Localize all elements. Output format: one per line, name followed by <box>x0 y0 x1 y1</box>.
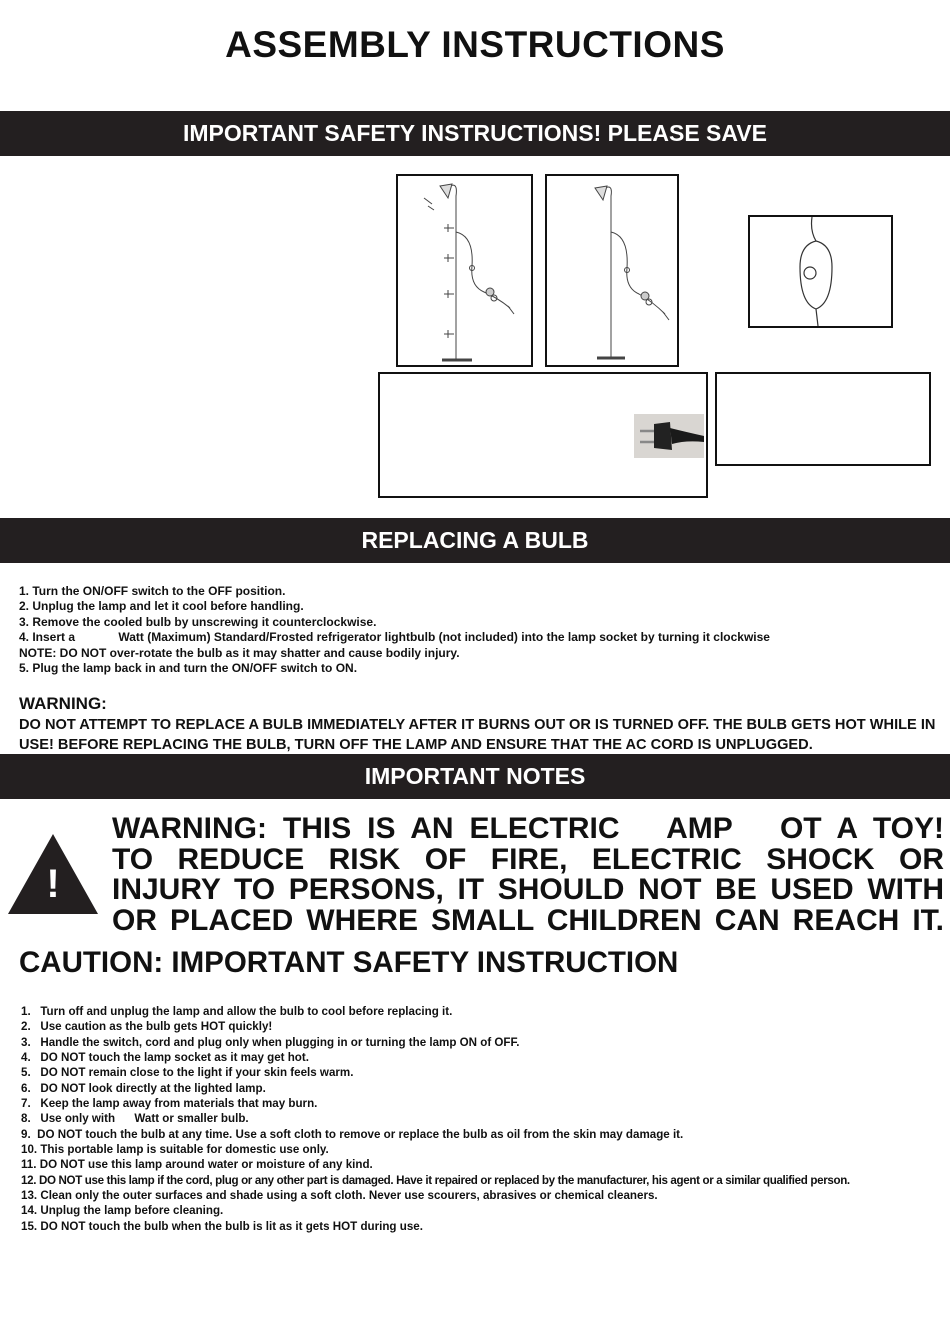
bulb-steps <box>19 584 770 676</box>
list-item: 1. Turn the ON/OFF switch to the OFF position. <box>19 584 286 598</box>
list-item: 9. DO NOT touch the bulb at any time. Use a soft cloth to remove or replace the bulb as oil from the skin may damage it. <box>21 1127 684 1141</box>
list-item: 2. Use caution as the bulb gets HOT quickly! <box>21 1020 273 1034</box>
list-item: 7. Keep the lamp away from materials that may burn. <box>21 1097 318 1111</box>
polarized-plug-figure <box>378 372 708 498</box>
list-item: 2. Unplug the lamp and let it cool before handling. <box>19 599 304 614</box>
list-item: 11. DO NOT use this lamp around water or moisture of any kind. <box>21 1158 373 1172</box>
lamp-assembled-drawing <box>547 176 677 365</box>
page-title: ASSEMBLY INSTRUCTIONS <box>225 24 725 65</box>
list-item: 14. Unplug the lamp before cleaning. <box>21 1204 224 1218</box>
warning-line: WARNING: THIS IS AN ELECTRIC AMP OT A TOY! <box>112 812 944 845</box>
notes-band-label: IMPORTANT NOTES <box>364 763 586 789</box>
list-item: 12. DO NOT use this lamp if the cord, plug or any other part is damaged. Have it repaired or replaced by the manufacturer, his agent or a similar qualified person. <box>21 1173 850 1187</box>
lamp-assembled-figure <box>545 174 679 367</box>
caution-heading: CAUTION: IMPORTANT SAFETY INSTRUCTION <box>19 946 679 979</box>
plug-photo <box>634 414 704 458</box>
warning-line: INJURY TO PERSONS, IT SHOULD NOT BE USED WITH <box>112 873 944 906</box>
warning-line: TO REDUCE RISK OF FIRE, ELECTRIC SHOCK OR <box>112 842 944 876</box>
bulb-band <box>0 518 950 563</box>
list-item: 15. DO NOT touch the bulb when the bulb is lit as it gets HOT during use. <box>21 1219 423 1233</box>
caution-list <box>21 1004 850 1234</box>
list-item: 10. This portable lamp is suitable for domestic use only. <box>21 1143 329 1157</box>
list-item: 6. DO NOT look directly at the lighted lamp. <box>21 1081 266 1095</box>
list-item: 5. DO NOT remain close to the light if your skin feels warm. <box>21 1066 354 1080</box>
warning-heading: WARNING: <box>19 694 107 713</box>
lamp-assembly-parts-figure <box>396 174 533 367</box>
list-item: 8. Use only with Watt or smaller bulb. <box>21 1112 249 1126</box>
inline-switch-figure <box>748 215 893 328</box>
warning-triangle-icon <box>6 832 100 916</box>
list-item: 3. Handle the switch, cord and plug only when plugging in or turning the lamp ON of OFF. <box>21 1035 520 1049</box>
safety-band-label: IMPORTANT SAFETY INSTRUCTIONS! PLEASE SAVE <box>183 120 767 146</box>
list-item: 13. Clean only the outer surfaces and shade using a soft cloth. Never use scourers, abrasives or chemical cleaners. <box>21 1189 658 1203</box>
lamp-assembly-parts-drawing <box>398 176 531 365</box>
list-item: 4. DO NOT touch the lamp socket as it may get hot. <box>21 1051 309 1065</box>
note-box <box>715 372 931 466</box>
list-item: 3. Remove the cooled bulb by unscrewing it counterclockwise. <box>19 614 377 629</box>
list-item: 1. Turn off and unplug the lamp and allow the bulb to cool before replacing it. <box>21 1005 453 1018</box>
warning-line: OR PLACED WHERE SMALL CHILDREN CAN REACH IT. <box>112 903 944 937</box>
bulb-band-label: REPLACING A BULB <box>361 527 589 553</box>
safety-band <box>0 111 950 156</box>
warning-symbol: ! <box>46 862 60 906</box>
list-item: 5. Plug the lamp back in and turn the ON/OFF switch to ON. <box>19 661 358 676</box>
list-item: 4. Insert a Watt (Maximum) Standard/Frosted refrigerator lightbulb (not included) into the lamp socket by turning it clockwise <box>19 630 770 645</box>
list-item: NOTE: DO NOT over-rotate the bulb as it may shatter and cause bodily injury. <box>19 645 460 660</box>
warning-text: DO NOT ATTEMPT TO REPLACE A BULB IMMEDIATELY AFTER IT BURNS OUT OR IS TURNED OFF. THE BULB GETS HOT WHILE IN USE! BEFORE REPLACING THE BULB, TURN OFF THE LAMP AND ENSURE THAT THE AC CORD IS UNPLUGGED. <box>19 717 936 753</box>
inline-switch-drawing <box>750 217 891 326</box>
electric-warning <box>112 814 944 936</box>
notes-band <box>0 754 950 799</box>
